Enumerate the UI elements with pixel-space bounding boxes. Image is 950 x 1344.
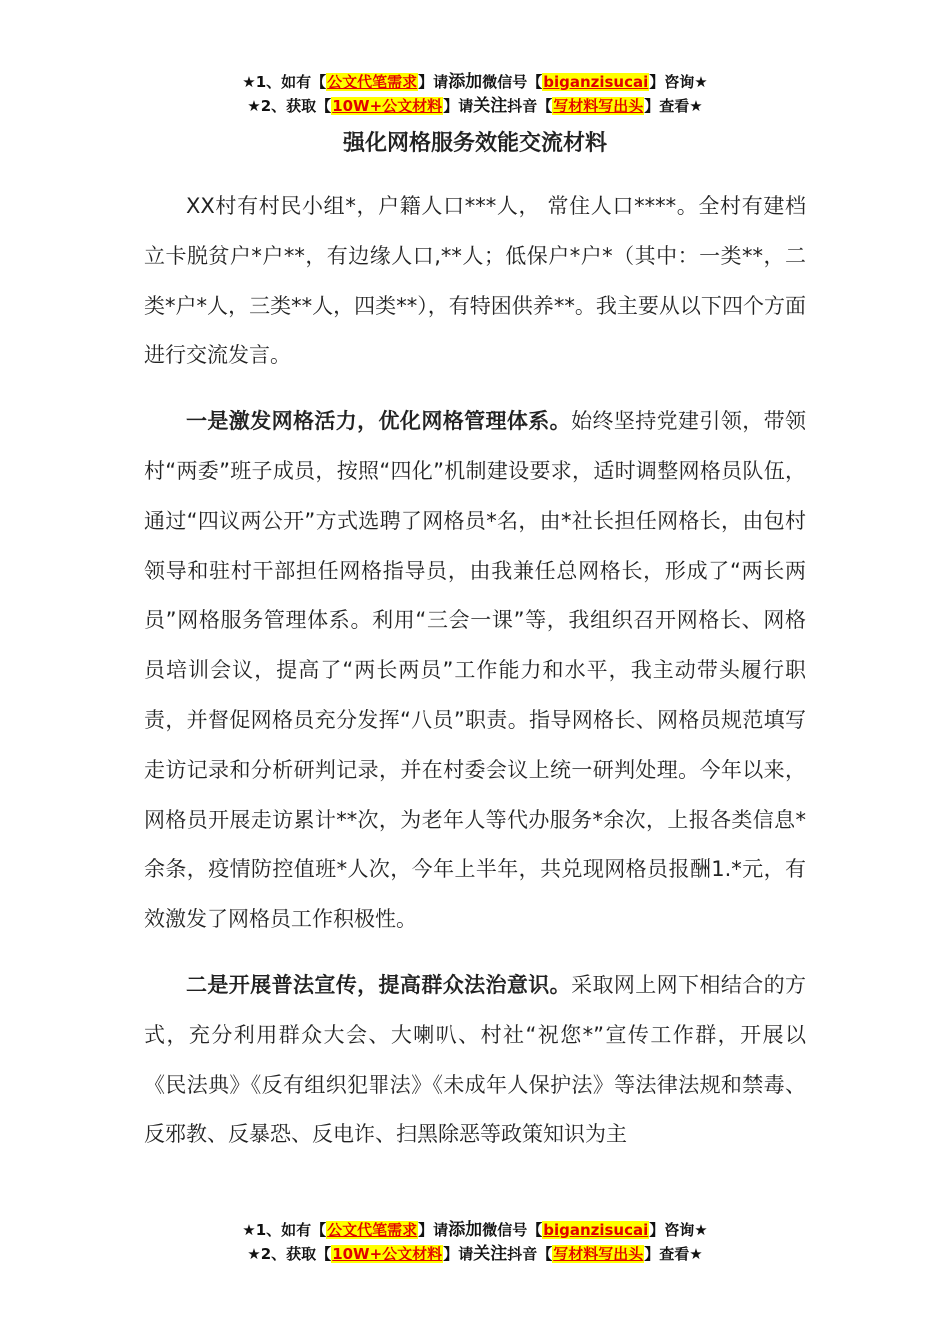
document-body bbox=[144, 182, 806, 1160]
banner-line-1 bbox=[0, 70, 950, 94]
paragraph-intro bbox=[144, 182, 806, 381]
header-banner bbox=[0, 70, 950, 118]
banner-text: 】请 bbox=[443, 97, 474, 115]
footer-banner bbox=[0, 1218, 950, 1266]
highlight-service: 公文代笔需求 bbox=[327, 73, 418, 91]
banner-text: 】查看★ bbox=[644, 97, 703, 115]
banner-text: 】请 bbox=[443, 1245, 474, 1263]
banner-text: 】请 bbox=[418, 1221, 449, 1239]
paragraph-text: 始终坚持党建引领，带领村“两委”班子成员，按照“四化”机制建设要求，适时调整网格员队伍，通过“四议两公开”方式选聘了网格员*名，由*社长担任网格长，由包村领导和驻村干部担任网格指导员，由我兼任总网格长，形成了“两长两员”网格服务管理体系。利用“三会一课”等，我组织召开网格长、网格员培训会议，提高了“两长两员”工作能力和水平，我主动带头履行职责，并督促网格员充分发挥“八员”职责。指导网格长、网格员规范填写走访记录和分析研判记录，并在村委会议上统一研判处理。今年以来，网格员开展走访累计**次，为老年人等代办服务*余次，上报各类信息*余条，疫情防控值班*人次，今年上半年，共兑现网格员报酬1.*元，有效激发了网格员工作积极性。 bbox=[144, 409, 807, 932]
banner-line-2 bbox=[0, 1242, 950, 1266]
banner-text: 】查看★ bbox=[644, 1245, 703, 1263]
banner-text: 抖音【 bbox=[507, 1245, 553, 1263]
banner-emphasis: 添加 bbox=[448, 72, 483, 92]
highlight-douyin-account: 写材料写出头 bbox=[553, 97, 644, 115]
paragraph-text: 采取网上网下相结合的方式，充分利用群众大会、大喇叭、村社“祝您*”宣传工作群，开展以《民法典》《反有组织犯罪法》《未成年人保护法》等法律法规和禁毒、反邪教、反暴恐、反电诈、扫黑除恶等政策知识为主 bbox=[144, 972, 807, 1147]
paragraph-legal-publicity bbox=[144, 961, 806, 1160]
banner-text: ★2、获取【 bbox=[247, 1245, 332, 1263]
banner-emphasis: 关注 bbox=[473, 1244, 508, 1264]
banner-line-1 bbox=[0, 1218, 950, 1242]
banner-text: ★2、获取【 bbox=[247, 97, 332, 115]
banner-emphasis: 添加 bbox=[448, 1220, 483, 1240]
banner-text: ★1、如有【 bbox=[242, 1221, 327, 1239]
paragraph-grid-management bbox=[144, 397, 806, 945]
banner-text: 】请 bbox=[418, 73, 449, 91]
paragraph-lead: 一是激发网格活力，优化网格管理体系。 bbox=[186, 409, 572, 434]
document-title: 强化网格服务效能交流材料 bbox=[342, 131, 607, 156]
banner-text: 】咨询★ bbox=[649, 1221, 708, 1239]
highlight-wechat-id: biganzisucai bbox=[543, 73, 649, 91]
paragraph-text: XX村有村民小组*，户籍人口***人， 常住人口****。全村有建档立卡脱贫户*户**，有边缘人口,**人；低保户*户*（其中：一类**，二类*户*人，三类**人，四类**），有特困供养**。我主要从以下四个方面进行交流发言。 bbox=[144, 194, 806, 368]
banner-text: 】咨询★ bbox=[649, 73, 708, 91]
highlight-materials: 10W+公文材料 bbox=[332, 97, 443, 115]
banner-emphasis: 关注 bbox=[473, 96, 508, 116]
highlight-wechat-id: biganzisucai bbox=[543, 1221, 649, 1239]
banner-text: 微信号【 bbox=[482, 1221, 543, 1239]
banner-text: ★1、如有【 bbox=[242, 73, 327, 91]
banner-line-2 bbox=[0, 94, 950, 118]
highlight-douyin-account: 写材料写出头 bbox=[553, 1245, 644, 1263]
highlight-service: 公文代笔需求 bbox=[327, 1221, 418, 1239]
highlight-materials: 10W+公文材料 bbox=[332, 1245, 443, 1263]
paragraph-lead: 二是开展普法宣传，提高群众法治意识。 bbox=[186, 972, 572, 997]
banner-text: 微信号【 bbox=[482, 73, 543, 91]
banner-text: 抖音【 bbox=[507, 97, 553, 115]
